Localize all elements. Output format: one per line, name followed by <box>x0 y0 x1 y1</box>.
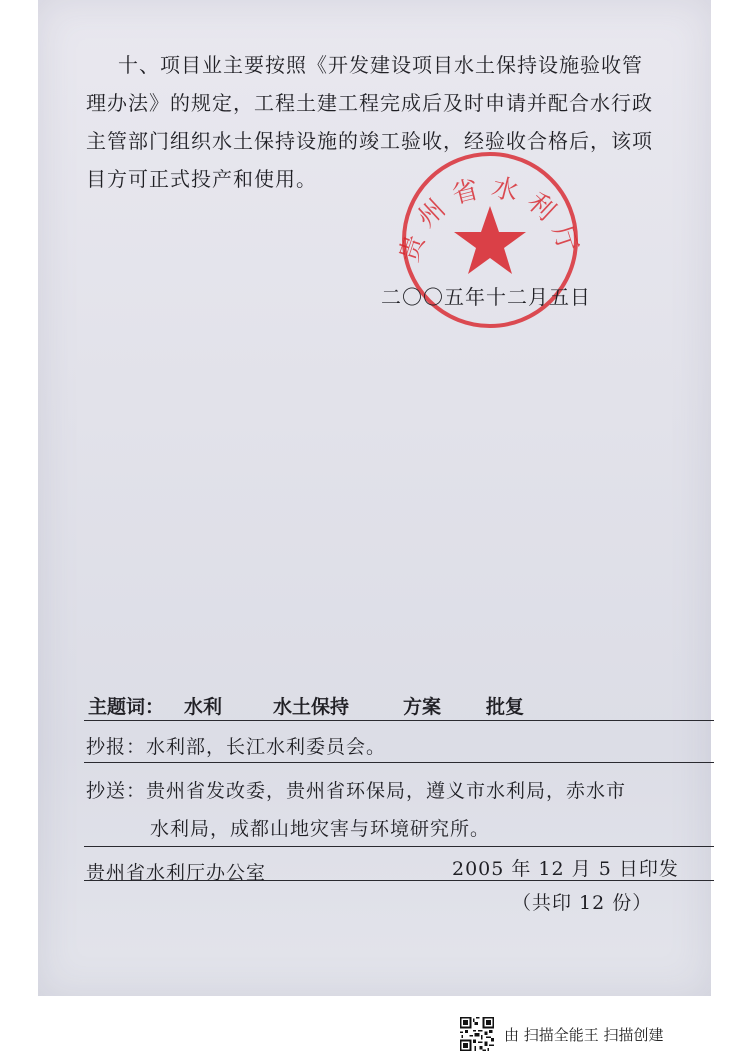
keyword: 水土保持 <box>273 696 350 718</box>
document-date: 二〇〇五年十二月五日 <box>381 285 591 309</box>
divider <box>84 762 714 763</box>
divider <box>84 880 714 881</box>
scanner-footer-text: 由 扫描全能王 扫描创建 <box>504 1025 664 1044</box>
copies-count: （共印 12 份） <box>512 892 653 914</box>
red-star-icon <box>454 206 526 274</box>
seal-text: 贵州省水利厅 <box>394 172 586 266</box>
report-to-line: 抄报：水利部，长江水利委员会。 <box>86 736 387 758</box>
paragraph-line: 主管部门组织水土保持设施的竣工验收，经验收合格后，该项 <box>86 129 653 153</box>
keyword: 批复 <box>486 696 525 718</box>
keywords-label: 主题词： <box>88 696 165 718</box>
keyword: 方案 <box>403 696 442 718</box>
paragraph-line: 理办法》的规定，工程土建工程完成后及时申请并配合水行政 <box>86 91 653 115</box>
official-seal-stamp <box>390 140 590 340</box>
qr-code-icon <box>460 1017 494 1051</box>
divider <box>84 846 714 847</box>
scanner-footer <box>460 1016 664 1052</box>
paragraph-ten <box>86 46 686 198</box>
copy-to-line: 水利局，成都山地灾害与环境研究所。 <box>150 818 491 840</box>
divider <box>84 720 714 721</box>
issuer-office: 贵州省水利厅办公室 <box>86 862 267 884</box>
copy-to-line: 抄送：贵州省发改委，贵州省环保局，遵义市水利局，赤水市 <box>86 780 627 802</box>
scanned-page <box>38 0 711 996</box>
paragraph-line: 目方可正式投产和使用。 <box>86 167 317 191</box>
keyword: 水利 <box>184 696 223 718</box>
issue-date: 2005 年 12 月 5 日印发 <box>452 858 679 880</box>
paragraph-line: 十、项目业主要按照《开发建设项目水土保持设施验收管 <box>118 53 643 77</box>
